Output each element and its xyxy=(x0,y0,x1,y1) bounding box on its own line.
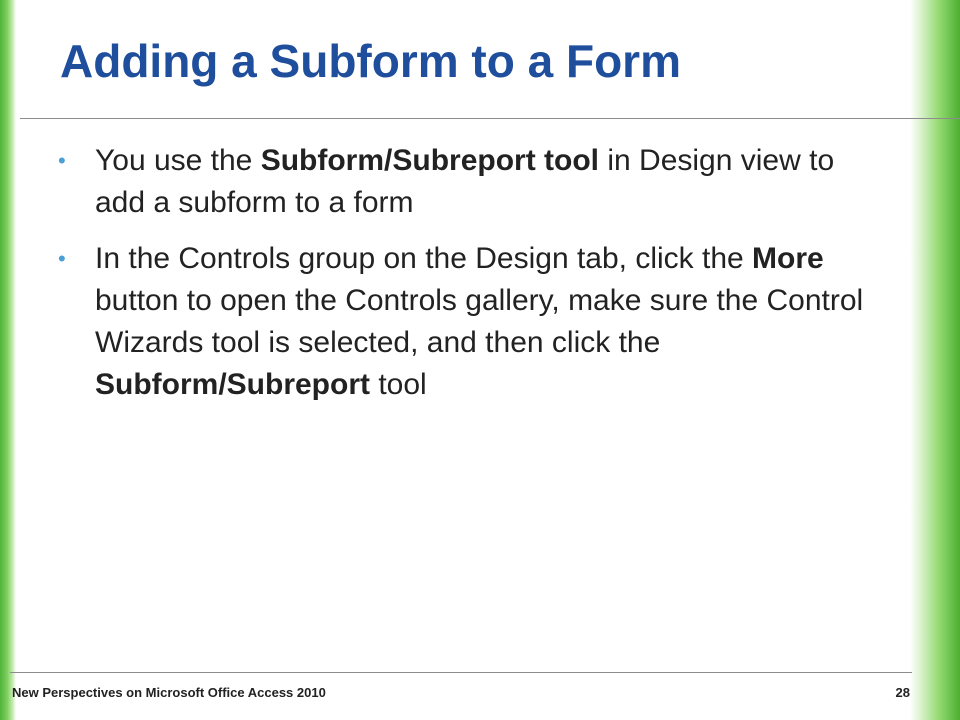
bullet-2-bold-tool-name: Subform/Subreport xyxy=(95,368,370,401)
bullet-item-1 xyxy=(58,140,888,224)
left-green-accent-bar xyxy=(0,0,16,720)
right-green-accent-bar xyxy=(910,0,960,720)
bullet-1-text-part-2: in Design view to add a subform to a form xyxy=(95,144,835,219)
bullet-2-text-part-2: button to open the Controls gallery, make sure the Control Wizards tool is selected, and then click the xyxy=(95,284,864,359)
footer-divider xyxy=(10,672,912,673)
footer-title: New Perspectives on Microsoft Office Access 2010 xyxy=(12,685,326,700)
bullet-item-2 xyxy=(58,238,888,406)
bullet-dot-icon: • xyxy=(58,148,66,173)
bullet-2-bold-more: More xyxy=(752,242,824,275)
slide-title: Adding a Subform to a Form xyxy=(60,35,681,87)
bullet-1-bold-tool-name: Subform/Subreport tool xyxy=(260,144,600,177)
bullet-2-text-part-1: In the Controls group on the Design tab, click the xyxy=(95,242,753,275)
title-divider xyxy=(20,118,960,119)
bullet-1-text-part-1: You use the xyxy=(95,144,261,177)
page-number: 28 xyxy=(895,685,910,700)
bullet-dot-icon: • xyxy=(58,246,66,271)
bullet-2-text-part-3: tool xyxy=(370,368,427,401)
bullet-list xyxy=(58,140,888,420)
